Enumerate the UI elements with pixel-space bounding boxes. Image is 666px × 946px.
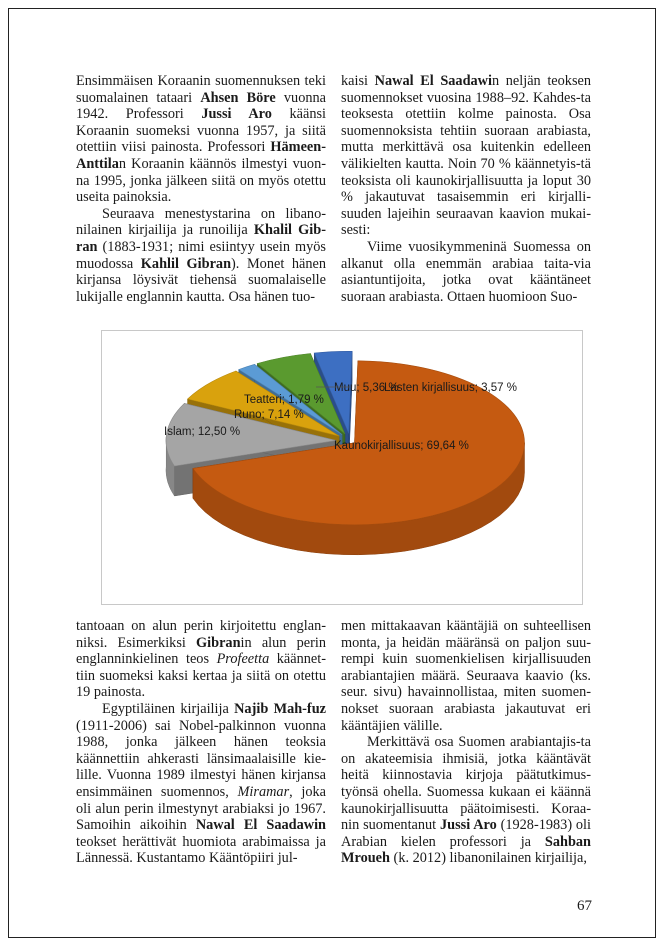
pie-chart-svg — [102, 331, 582, 604]
text: n Koraanin käännös ilmestyi vuon-na 1995, jonka jälkeen siitä on myös otettu useita painoksia. — [76, 155, 326, 206]
text: n neljän teoksen suomennokset vuosina 1988–92. Kahdes-ta teoksesta otettiin kolme painosta. Osa suomennoksista tehtiin suoraan arabiasta, mutta merkittävä osa kuitenkin edelleen välikielten kautta. Noin 70 % käännetyis-tä teoksista oli kaunokirjallisuutta ja loput 30 % jakautuvat tasaisemmin eri kirjalli-suuden lajeihin seuraavan kaavion mukai-sesti: — [341, 73, 591, 239]
text: (1928-1983) oli Arabian kielen professori ja — [341, 817, 591, 850]
text: Viime vuosikymmeninä Suomessa on alkanut olla enemmän arabiaa taita-via asiantuntijoita, jotka ovat kääntäneet suoraan arabiasta. Ottaen huomioon Suo- — [341, 238, 591, 305]
text: kaisi — [341, 73, 375, 89]
text: Ensimmäisen Koraanin suomennuksen teki suomalainen tataari — [76, 73, 326, 106]
name: Kahlil Gibran — [140, 255, 232, 272]
name: Nawal El Saadawi — [374, 73, 492, 89]
text: Egyptiläinen kirjailija — [102, 700, 235, 717]
name: Jussi Aro — [201, 106, 272, 123]
page-number: 67 — [577, 898, 592, 914]
paragraph — [341, 73, 591, 239]
slice-label: Lasten kirjallisuus; 3,57 % — [384, 382, 517, 394]
text: ). Monet hänen kirjansa löysivät tiehensä suomalaiselle lukijalle englannin kautta. Osa hänen tuo- — [76, 255, 327, 305]
name: Ahsen Böre — [200, 89, 276, 106]
book-title: Profeetta — [216, 651, 270, 668]
slice-label: Islam; 12,50 % — [164, 426, 241, 438]
name: Jussi Aro — [439, 817, 497, 834]
paragraph — [341, 734, 591, 867]
slice-label: Runo; 7,14 % — [234, 409, 304, 421]
text: (k. 2012) libanonilainen kirjailija, — [389, 850, 587, 867]
name: Hämeen-Anttila — [76, 139, 326, 172]
paragraph — [76, 701, 326, 867]
text-column-top-right — [341, 73, 591, 305]
text: in alun perin englanninkielinen teos — [76, 634, 326, 668]
name: Sahban Mroueh — [341, 833, 591, 867]
text: käänsi Koraanin suomeksi vuonna 1957, ja siitä otettiin viisi painosta. Professori — [76, 106, 327, 156]
pie-chart — [101, 330, 583, 605]
text: vuonna 1942. Professori — [76, 89, 326, 123]
text: men mittakaavan kääntäjiä on suhteellisen monta, ja heidän määränsä on paljon suu-rempi kuin suomenkielisen kirjallisuuden arabiantajien määrä. Seuraava kaavio (ks. seur. sivu) havainnollistaa, miten suomen-nokset suoraan arabiasta jakautuvat eri kääntäjien välille. — [341, 618, 591, 734]
text: Merkittävä osa Suomen arabiantajis-ta on akateemisia ihmisiä, jotka kääntävät heitä kiinnostavia kirjoja päätutkimus-työnsä ohella. Suomessa kukaan ei käännä kaunokirjallisuutta päätoimisesti. Koraa-nin suomentanut — [341, 734, 591, 834]
book-title: Miramar — [237, 783, 290, 800]
slice-label: Kaunokirjallisuus; 69,64 % — [334, 440, 469, 452]
text: (1911-2006) sai Nobel-palkinnon vuonna 1988, jonka jälkeen hänen teoksia käännettiin ahkerasti länsimaalaisille kie-lille. Vuonna 1989 ilmestyi hänen kirjansa ensimmäinen suomennos, — [76, 717, 326, 800]
name: Gibran — [196, 634, 241, 651]
paragraph — [76, 206, 326, 306]
slice-label: Teatteri; 1,79 % — [244, 394, 324, 406]
name: Najib Mah-fuz — [234, 700, 326, 717]
text: tantoaan on alun perin kirjoitettu englan-niksi. Esimerkiksi — [76, 618, 326, 651]
text-column-bottom-left — [76, 618, 326, 867]
name: Nawal El Saadawin — [195, 817, 327, 834]
paragraph — [341, 239, 591, 305]
paragraph — [341, 618, 591, 734]
paragraph — [76, 73, 326, 206]
slice-label: Muu; 5,36 % — [334, 382, 399, 394]
text: käännet-tiin suomeksi kaksi kertaa ja siitä on otettu 19 painosta. — [76, 651, 326, 701]
text: , joka oli alun perin ilmestynyt arabiaksi jo 1967. Samoihin aikoihin — [76, 783, 327, 834]
name: Khalil Gib-ran — [76, 222, 326, 255]
text-column-top-left — [76, 73, 326, 305]
text-column-bottom-right — [341, 618, 591, 867]
text: (1883-1931; nimi esiintyy usein myös muodossa — [76, 238, 326, 272]
text: teokset herättivät huomiota arabimaissa ja Lännessä. Kustantamo Kääntöpiiri jul- — [76, 833, 326, 867]
text: Seuraava menestystarina on libano-nilainen kirjailija ja runoilija — [76, 205, 326, 239]
paragraph — [76, 618, 326, 701]
